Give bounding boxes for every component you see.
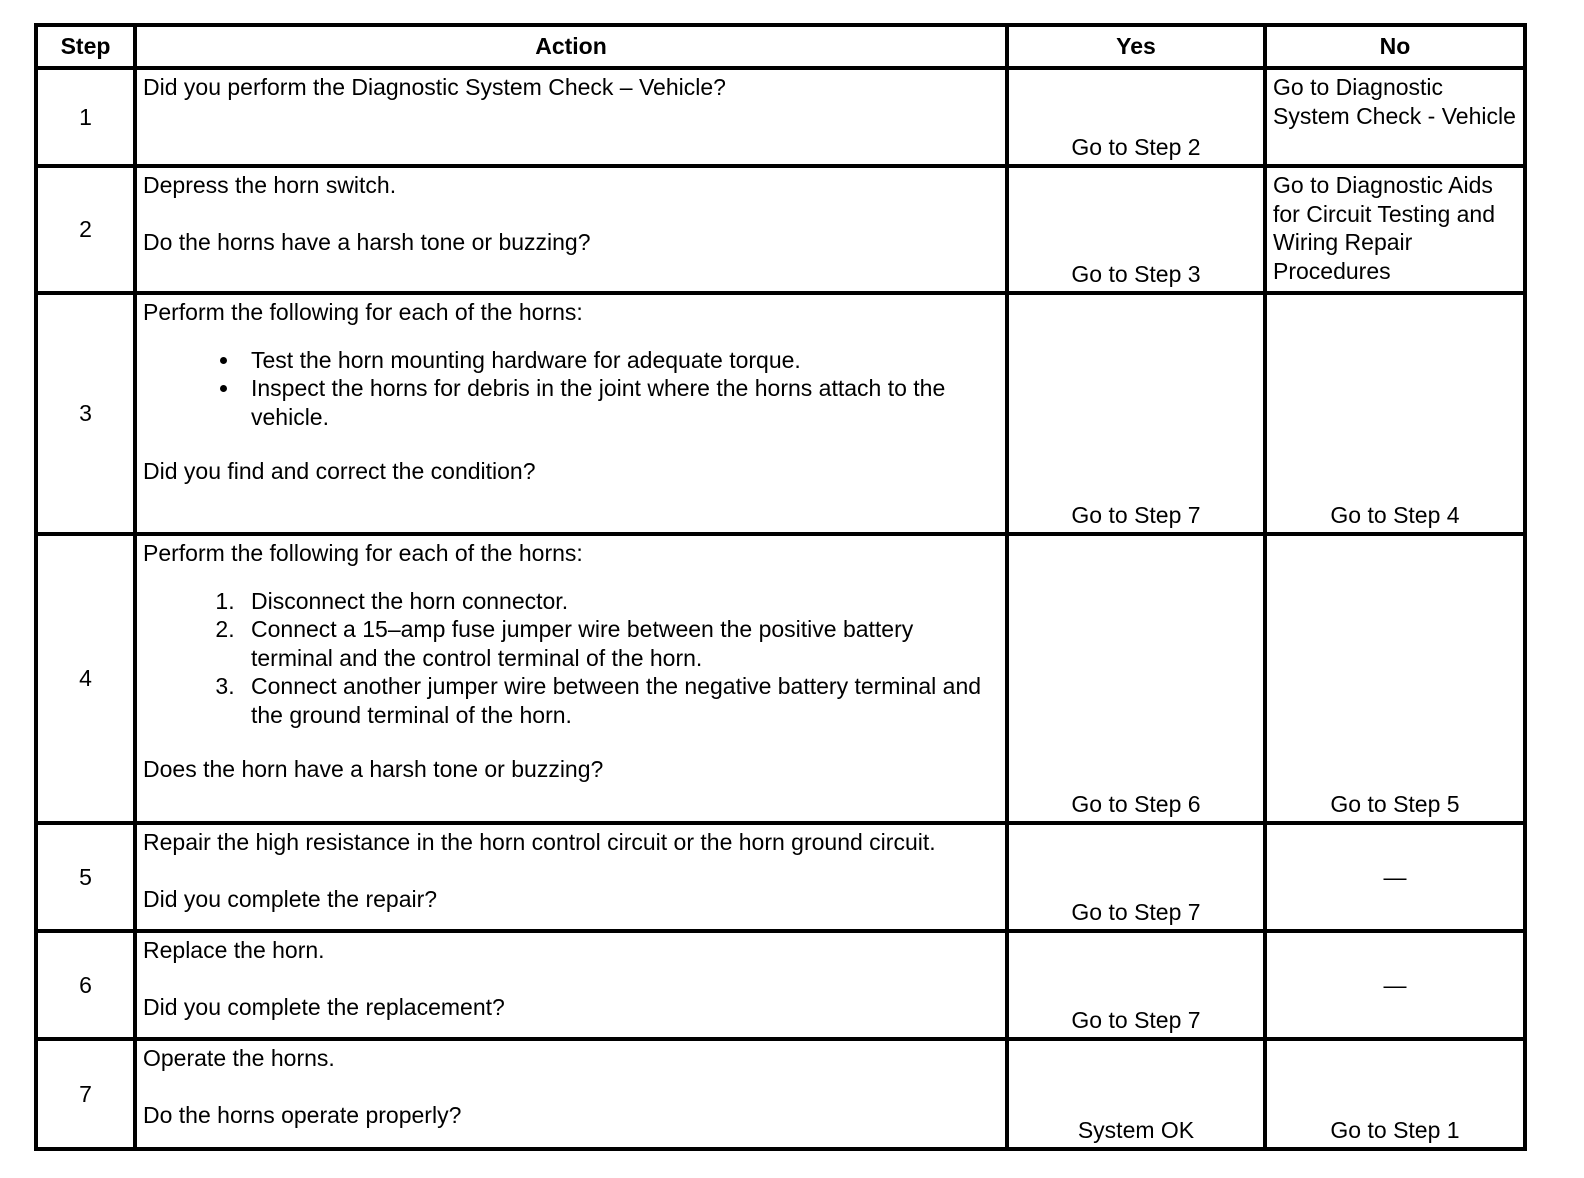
action-question: Did you complete the repair?: [143, 886, 438, 912]
step-number: 4: [36, 534, 135, 823]
yes-cell: Go to Step 2: [1007, 68, 1265, 166]
list-item: • Inspect the horns for debris in the joint where the horns attach to the vehicle.: [241, 374, 999, 431]
no-cell: Go to Step 1: [1265, 1039, 1525, 1149]
action-question: Do the horns have a harsh tone or buzzing?: [143, 229, 591, 255]
action-text: Operate the horns.: [143, 1045, 335, 1071]
yes-cell: Go to Step 6: [1007, 534, 1265, 823]
header-row: [36, 25, 1525, 68]
yes-cell: Go to Step 7: [1007, 293, 1265, 534]
no-cell: —: [1265, 931, 1525, 1039]
yes-cell: Go to Step 7: [1007, 823, 1265, 931]
no-cell: Go to Step 5: [1265, 534, 1525, 823]
header-no: No: [1265, 25, 1525, 68]
yes-cell: Go to Step 7: [1007, 931, 1265, 1039]
step-number: 6: [36, 931, 135, 1039]
action-question: Do the horns operate properly?: [143, 1102, 462, 1128]
yes-cell: System OK: [1007, 1039, 1265, 1149]
header-action: Action: [135, 25, 1007, 68]
numbered-list: [143, 587, 999, 730]
no-cell: —: [1265, 823, 1525, 931]
step-number: 3: [36, 293, 135, 534]
diagnostic-table: [34, 23, 1527, 1151]
action-text: Repair the high resistance in the horn control circuit or the horn ground circuit.: [143, 829, 936, 855]
list-item: 1. Disconnect the horn connector.: [241, 587, 999, 616]
action-text: Perform the following for each of the horns:: [143, 540, 583, 566]
list-item: 2. Connect a 15–amp fuse jumper wire between the positive battery terminal and the control terminal of the horn.: [241, 615, 999, 672]
action-text: Did you perform the Diagnostic System Check – Vehicle?: [143, 74, 726, 100]
header-step: Step: [36, 25, 135, 68]
table-row: [36, 1039, 1525, 1149]
step-number: 7: [36, 1039, 135, 1149]
step-number: 5: [36, 823, 135, 931]
action-cell: [135, 534, 1007, 823]
action-cell: [135, 166, 1007, 293]
table-row: [36, 534, 1525, 823]
no-cell: Go to Diagnostic Aids for Circuit Testing and Wiring Repair Procedures: [1265, 166, 1525, 293]
step-number: 2: [36, 166, 135, 293]
table-row: [36, 293, 1525, 534]
table-row: [36, 823, 1525, 931]
action-cell: [135, 1039, 1007, 1149]
action-text: Perform the following for each of the horns:: [143, 299, 583, 325]
action-text: Depress the horn switch.: [143, 172, 397, 198]
table-row: [36, 166, 1525, 293]
action-cell: [135, 823, 1007, 931]
action-cell: [135, 68, 1007, 166]
no-cell: Go to Diagnostic System Check - Vehicle: [1265, 68, 1525, 166]
action-text: Replace the horn.: [143, 937, 325, 963]
no-cell: Go to Step 4: [1265, 293, 1525, 534]
action-cell: [135, 293, 1007, 534]
action-question: Did you find and correct the condition?: [143, 458, 536, 484]
bullet-list: [143, 346, 999, 432]
action-cell: [135, 931, 1007, 1039]
table-row: [36, 931, 1525, 1039]
table-row: [36, 68, 1525, 166]
action-question: Does the horn have a harsh tone or buzzing?: [143, 756, 604, 782]
list-item: 3. Connect another jumper wire between the negative battery terminal and the ground terminal of the horn.: [241, 672, 999, 729]
yes-cell: Go to Step 3: [1007, 166, 1265, 293]
step-number: 1: [36, 68, 135, 166]
header-yes: Yes: [1007, 25, 1265, 68]
action-question: Did you complete the replacement?: [143, 994, 505, 1020]
list-item: • Test the horn mounting hardware for adequate torque.: [241, 346, 999, 375]
